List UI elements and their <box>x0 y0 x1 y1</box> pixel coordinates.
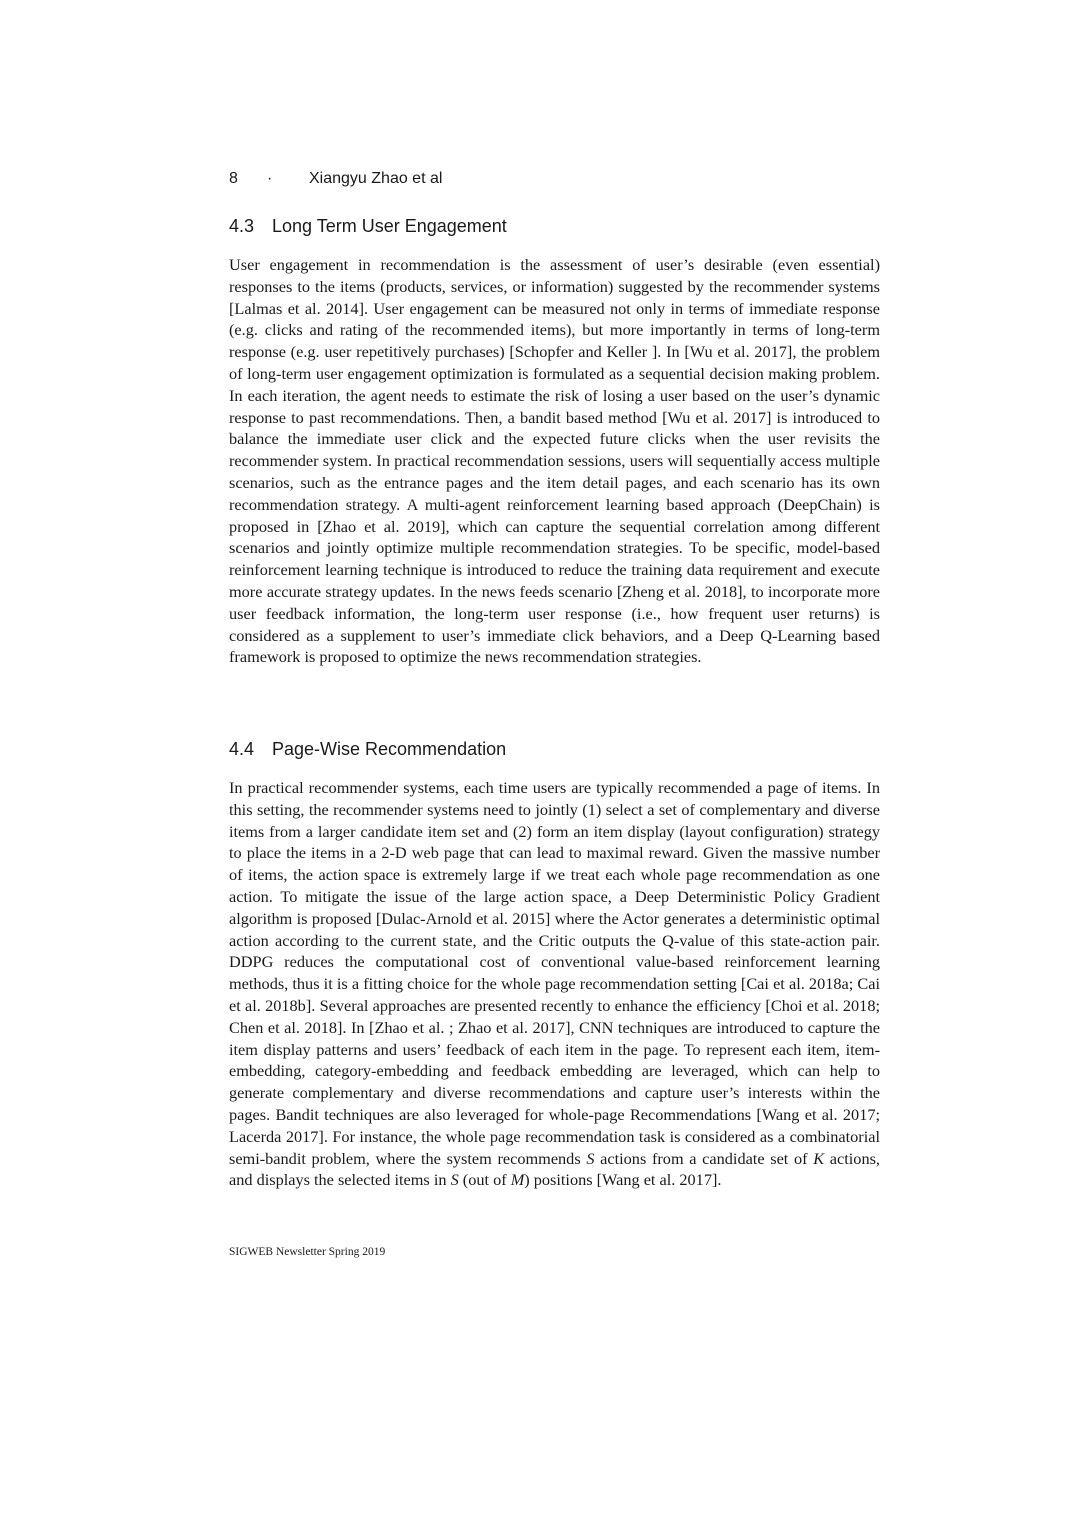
section-number: 4.4 <box>229 739 255 759</box>
author-line: Xiangyu Zhao et al <box>309 170 443 187</box>
section-heading-4-3 <box>229 214 507 238</box>
math-variable-m: M <box>510 1170 525 1190</box>
math-variable-s: S <box>586 1148 595 1168</box>
math-variable-k: K <box>813 1148 825 1168</box>
section-title: Long Term User Engagement <box>272 216 507 236</box>
section-number: 4.3 <box>229 216 255 236</box>
paragraph-page-wise <box>229 777 880 1191</box>
footer-venue: SIGWEB Newsletter Spring 2019 <box>229 1246 386 1258</box>
section-title: Page-Wise Recommendation <box>272 739 507 759</box>
paragraph-text: actions, and displays the selected items in <box>229 1148 880 1190</box>
math-variable-s: S <box>450 1170 459 1190</box>
page-number: 8 <box>229 170 238 187</box>
paragraph-text: (out of <box>458 1170 511 1190</box>
running-head <box>229 168 442 190</box>
paragraph-text: In practical recommender systems, each time users are typically recommended a page of items. In this setting, the recommender systems need to jointly (1) select a set of complementary and diverse items from a larger candidate item set and (2) form an item display (layout configuration) strategy to place the items in a 2-D web page that can lead to maximal reward. Given the massive number of items, the action space is extremely large if we treat each whole page recommendation as one action. To mitigate the issue of the large action space, a Deep Deterministic Policy Gradient algorithm is proposed [Dulac-Arnold et al. 2015] where the Actor generates a deterministic optimal action according to the current state, and the Critic outputs the Q-value of this state-action pair. DDPG reduces the computational cost of conventional value-based reinforcement learning methods, thus it is a fitting choice for the whole page recommendation setting [Cai et al. 2018a; Cai et al. 2018b]. Several approaches are presented recently to enhance the efficiency [Choi et al. 2018; Chen et al. 2018]. In [Zhao et al. ; Zhao et al. 2017], CNN techniques are introduced to capture the item display patterns and users’ feedback of each item in the page. To represent each item, item-embedding, category-embedding and feedback embedding are leveraged, which can help to generate complementary and diverse recommendations and capture user’s interests within the pages. Bandit techniques are also leveraged for whole-page Recommendations [Wang et al. 2017; Lacerda 2017]. For instance, the whole page recommendation task is considered as a combinatorial semi-bandit problem, where the system recommends <box>229 778 880 1168</box>
section-heading-4-4 <box>229 737 506 761</box>
paragraph-text: actions from a candidate set of <box>594 1148 814 1168</box>
paragraph-text: ) positions [Wang et al. 2017]. <box>524 1170 722 1190</box>
header-separator: · <box>267 170 273 187</box>
paragraph-user-engagement: User engagement in recommendation is the assessment of user’s desirable (even essential) responses to the items (products, services, or information) suggested by the recommender systems [Lalmas et al. 2014]. User engagement can be measured not only in terms of immediate response (e.g. clicks and rating of the recommended items), but more importantly in terms of long-term response (e.g. user repetitively purchases) [Schopfer and Keller ]. In [Wu et al. 2017], the problem of long-term user engagement optimization is formulated as a sequential decision making problem. In each iteration, the agent needs to estimate the risk of losing a user based on the user’s dynamic response to past recommendations. Then, a bandit based method [Wu et al. 2017] is introduced to balance the immediate user click and the expected future clicks when the user revisits the recommender system. In practical recommendation sessions, users will sequentially access multiple scenarios, such as the entrance pages and the item detail pages, and each scenario has its own recommendation strategy. A multi-agent reinforcement learning based approach (DeepChain) is proposed in [Zhao et al. 2019], which can capture the sequential correlation among different scenarios and jointly optimize multiple recommendation strategies. To be specific, model-based reinforcement learning technique is introduced to reduce the training data requirement and execute more accurate strategy updates. In the news feeds scenario [Zheng et al. 2018], to incorporate more user feedback information, the long-term user response (i.e., how frequent user returns) is considered as a supplement to user’s immediate click behaviors, and a Deep Q-Learning based framework is proposed to optimize the news recommendation strategies. <box>229 255 880 667</box>
